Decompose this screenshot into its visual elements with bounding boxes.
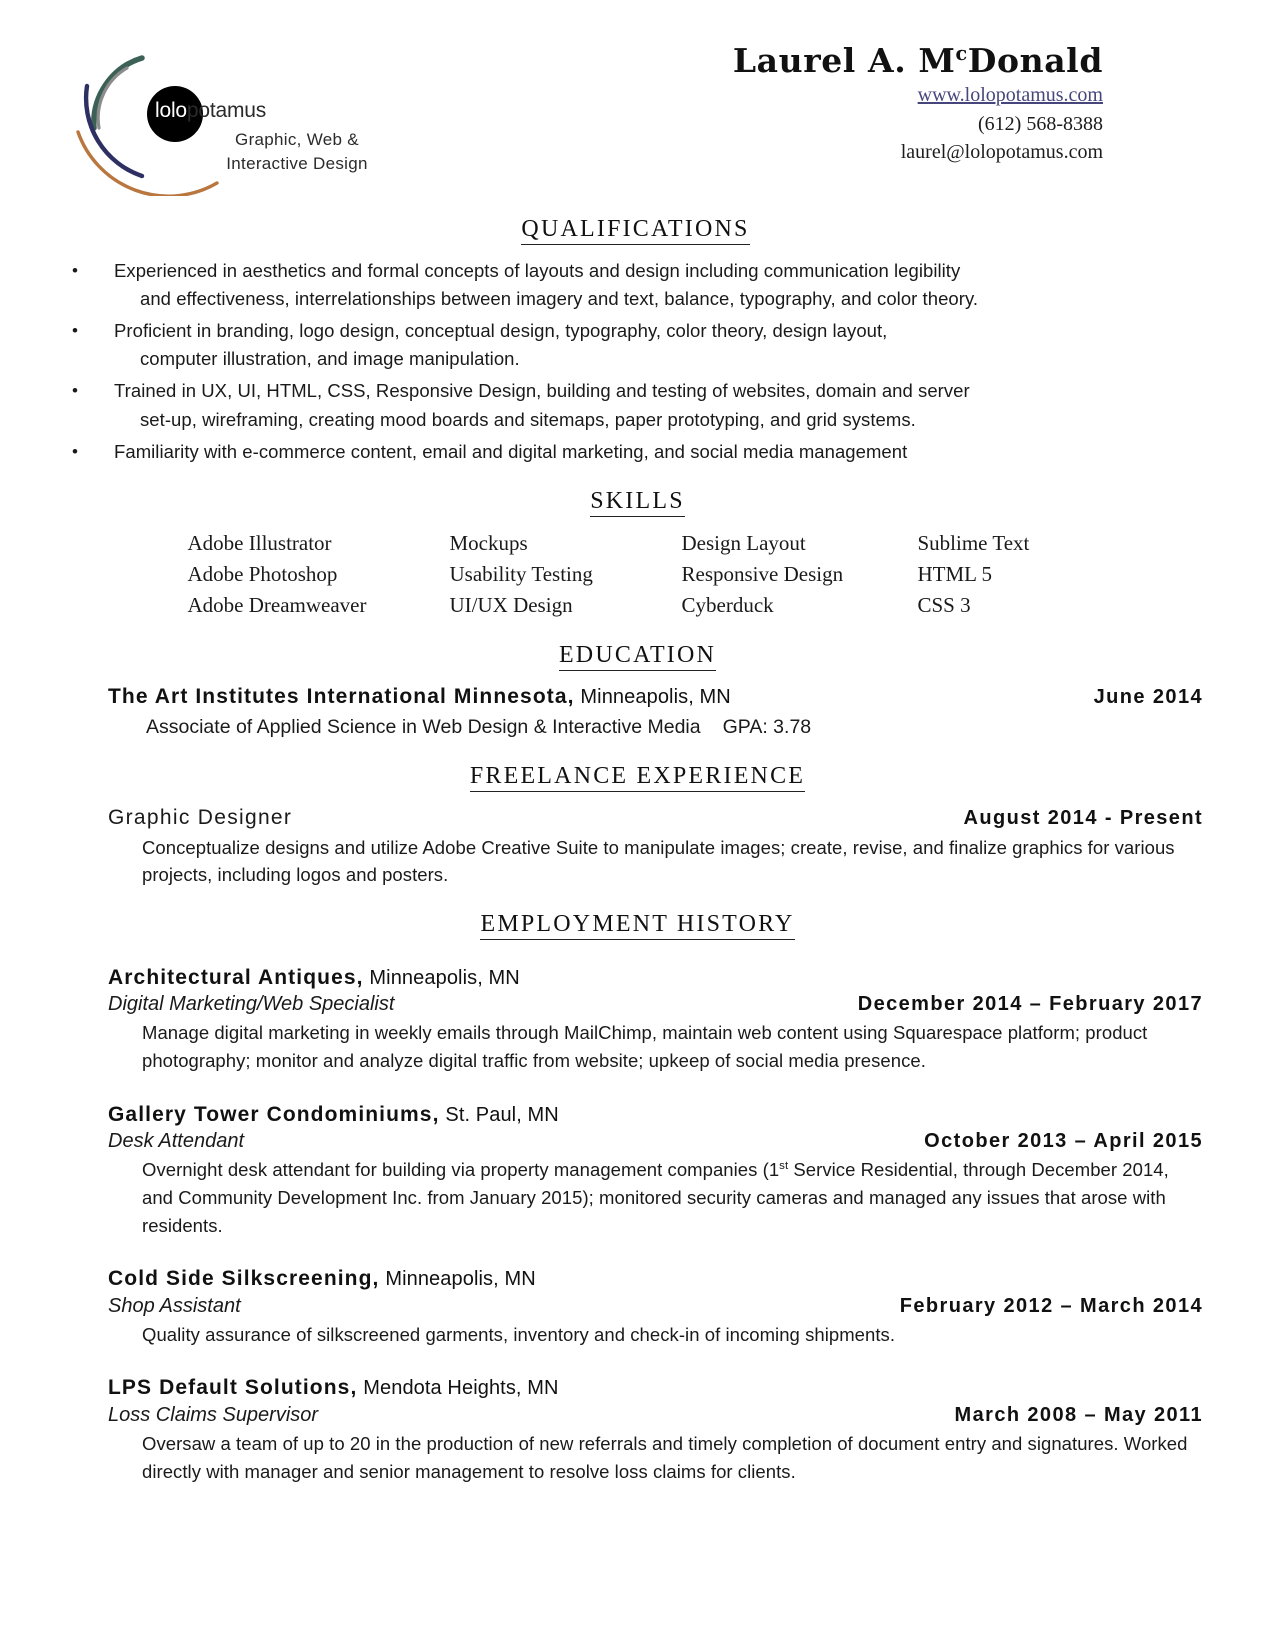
company-name: LPS Default Solutions,	[108, 1376, 358, 1400]
skill-item: Adobe Photoshop	[187, 561, 338, 586]
job-description-post: Service Residential, through December 2014, and Community Development Inc. from January 2015); monitored security cameras and managed any issues that arose with residents.	[142, 1159, 1169, 1236]
skill-item: UI/UX Design	[449, 592, 573, 617]
qualification-line-1: Proficient in branding, logo design, conceptual design, typography, color theory, design layout,	[114, 320, 888, 342]
job-date: October 2013 – April 2015	[924, 1130, 1203, 1153]
job-role: Desk Attendant	[108, 1130, 245, 1153]
gpa-value: GPA: 3.78	[722, 715, 812, 738]
skill-item: CSS 3	[917, 592, 971, 617]
company-location: St. Paul, MN	[445, 1103, 559, 1126]
company-name-and-location	[108, 1101, 1203, 1128]
qualifications-section	[0, 216, 1275, 466]
skill-item: Mockups	[449, 530, 528, 555]
bullet-icon: •	[72, 261, 78, 280]
degree-line	[108, 714, 1203, 741]
qualification-text	[114, 257, 1203, 313]
employment-entry	[108, 1101, 1203, 1240]
education-date: June 2014	[1093, 685, 1203, 708]
page-title	[733, 40, 1103, 81]
company-name: Architectural Antiques,	[108, 966, 364, 990]
skill-item: Sublime Text	[917, 530, 1030, 555]
job-description: Quality assurance of silkscreened garments, inventory and check-in of incoming shipments.	[142, 1323, 896, 1345]
job-date: December 2014 – February 2017	[857, 993, 1203, 1016]
company-name: Cold Side Silkscreening,	[108, 1267, 380, 1291]
list-item	[68, 317, 1203, 373]
qualification-line-2: computer illustration, and image manipulation.	[140, 348, 520, 370]
skills-section	[0, 488, 1275, 620]
logo-tagline	[192, 128, 402, 176]
school-location: Minneapolis, MN	[580, 685, 731, 708]
qualification-line-1: Trained in UX, UI, HTML, CSS, Responsive Design, building and testing of websites, domain and server	[114, 380, 970, 402]
role-date-row	[108, 991, 1203, 1017]
job-date: March 2008 – May 2011	[954, 1403, 1203, 1426]
logo-wordmark-dark: potamus	[186, 99, 267, 122]
qualification-line-2: set-up, wireframing, creating mood boards and sitemaps, paper prototyping, and grid systems.	[140, 408, 916, 430]
company-location: Minneapolis, MN	[369, 967, 520, 990]
skill-item: HTML 5	[917, 561, 992, 586]
freelance-role: Graphic Designer	[108, 806, 293, 830]
company-logo	[72, 28, 402, 196]
skill-item: Design Layout	[681, 530, 806, 555]
logo-wordmark-light: lolo	[155, 99, 187, 122]
skill-item: Cyberduck	[681, 592, 774, 617]
section-heading-qualifications-text: QUALIFICATIONS	[521, 216, 749, 245]
section-heading-freelance	[72, 763, 1203, 790]
company-name-and-location	[108, 1265, 1203, 1292]
job-role: Loss Claims Supervisor	[108, 1403, 319, 1426]
job-description	[108, 1156, 1203, 1239]
section-heading-qualifications	[68, 216, 1203, 243]
qualification-text	[114, 438, 1203, 466]
list-item	[68, 377, 1203, 433]
role-date-row	[108, 1293, 1203, 1319]
company-name-and-location	[108, 964, 1203, 991]
company-name-and-location	[108, 1374, 1203, 1401]
job-description-pre: Overnight desk attendant for building via property management companies (1	[142, 1159, 780, 1181]
skill-item: Adobe Illustrator	[187, 530, 332, 555]
section-heading-skills-text: SKILLS	[590, 488, 685, 517]
company-name: Gallery Tower Condominiums,	[108, 1102, 440, 1126]
name-superscript: c	[955, 42, 968, 65]
education-entry-header	[108, 683, 1203, 710]
website-link[interactable]: www.lolopotamus.com	[917, 84, 1103, 107]
name-suffix: Donald	[967, 41, 1103, 80]
section-heading-employment	[72, 911, 1203, 938]
bullet-icon: •	[72, 381, 78, 401]
skill-item: Usability Testing	[449, 561, 593, 586]
education-section	[0, 642, 1275, 742]
freelance-section	[0, 763, 1275, 889]
section-heading-education-text: EDUCATION	[559, 642, 716, 671]
resume-header	[0, 0, 1275, 200]
qualification-text	[114, 317, 1203, 373]
skill-item: Responsive Design	[681, 561, 844, 586]
section-heading-employment-text: EMPLOYMENT HISTORY	[480, 911, 794, 940]
employment-section	[0, 911, 1275, 1485]
email-address[interactable]: laurel@lolopotamus.com	[900, 141, 1103, 164]
qualification-text	[114, 377, 1203, 433]
employment-entry	[108, 1265, 1203, 1348]
section-heading-education	[72, 642, 1203, 669]
logo-tagline-line-1: Graphic, Web &	[235, 130, 359, 149]
company-location: Mendota Heights, MN	[363, 1377, 559, 1400]
logo-tagline-line-2: Interactive Design	[226, 154, 368, 174]
qualifications-list	[68, 257, 1203, 466]
section-heading-freelance-text: FREELANCE EXPERIENCE	[470, 763, 805, 792]
employment-entry	[108, 1374, 1203, 1485]
section-heading-skills	[0, 488, 1275, 515]
freelance-description: Conceptualize designs and utilize Adobe Creative Suite to manipulate images; create, revise, and finalize graphics for various projects, including logos and posters.	[142, 836, 1175, 886]
list-item	[68, 438, 1203, 466]
list-item	[68, 257, 1203, 313]
skills-grid	[188, 529, 1088, 620]
name-prefix: Laurel A. M	[732, 41, 956, 80]
job-date: February 2012 – March 2014	[899, 1294, 1203, 1317]
bullet-icon: •	[72, 321, 78, 341]
freelance-entry	[108, 804, 1203, 889]
bullet-icon: •	[72, 441, 78, 461]
contact-block	[733, 28, 1103, 166]
freelance-date: August 2014 - Present	[963, 807, 1203, 830]
phone-number: (612) 568-8388	[978, 112, 1103, 135]
qualification-line-2: and effectiveness, interrelationships between imagery and text, balance, typography, and color theory.	[140, 288, 979, 310]
company-location: Minneapolis, MN	[385, 1268, 536, 1291]
freelance-entry-header	[108, 804, 1203, 831]
school-name-and-location	[108, 683, 731, 710]
school-name: The Art Institutes International Minnesota,	[108, 684, 575, 708]
job-role: Digital Marketing/Web Specialist	[108, 993, 395, 1016]
role-date-row	[108, 1128, 1203, 1154]
qualification-line-1: Experienced in aesthetics and formal concepts of layouts and design including communication legibility	[114, 260, 961, 281]
degree-name: Associate of Applied Science in Web Design & Interactive Media	[146, 715, 701, 738]
job-description-superscript: st	[779, 1160, 789, 1172]
role-date-row	[108, 1402, 1203, 1428]
employment-entry	[108, 964, 1203, 1075]
education-entry	[108, 683, 1203, 742]
job-description: Oversaw a team of up to 20 in the production of new referrals and timely completion of document entry and signatures. Worked directly with manager and senior management to resolve loss claims for clients.	[142, 1432, 1188, 1482]
logo-wordmark	[155, 100, 266, 121]
qualification-line-1: Familiarity with e-commerce content, email and digital marketing, and social media management	[114, 440, 908, 462]
skill-item: Adobe Dreamweaver	[187, 592, 367, 617]
job-description: Manage digital marketing in weekly emails through MailChimp, maintain web content using Squarespace platform; product photography; monitor and analyze digital traffic from website; upkeep of social media presence.	[142, 1022, 1148, 1072]
job-role: Shop Assistant	[108, 1294, 241, 1317]
